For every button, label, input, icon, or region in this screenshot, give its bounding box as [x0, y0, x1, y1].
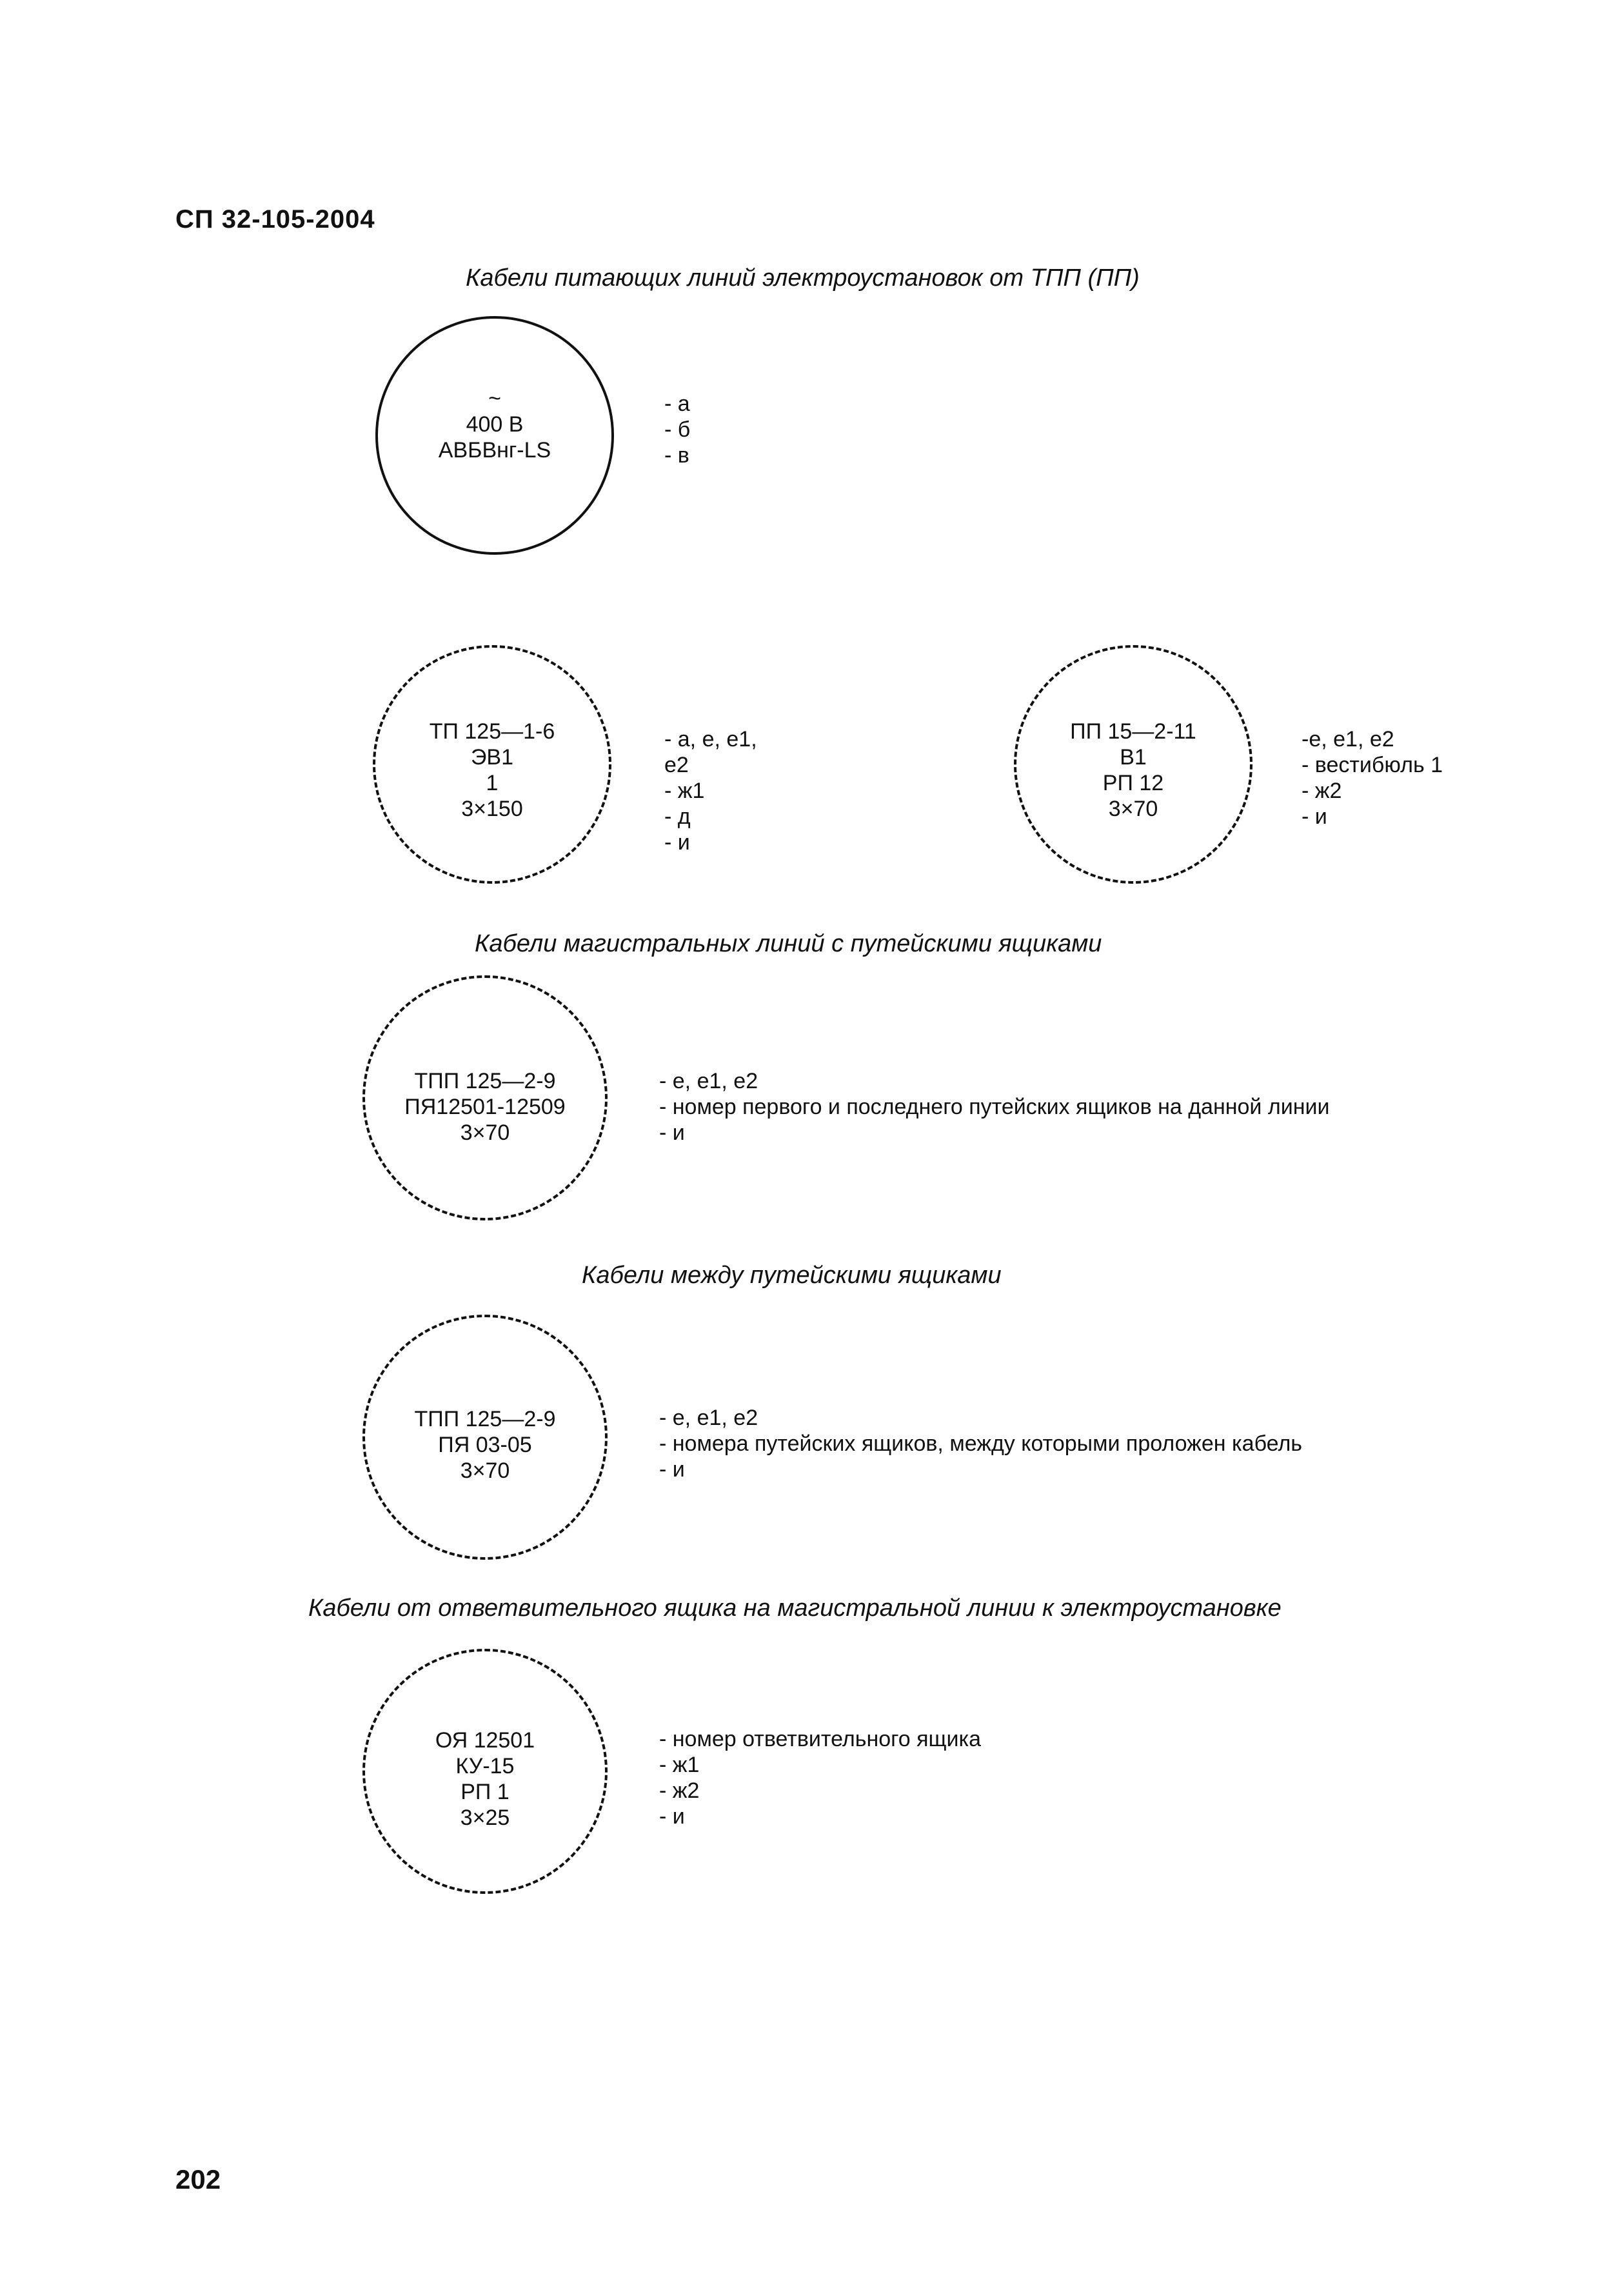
page-number: 202	[175, 2164, 221, 2194]
legend-line: е2	[664, 753, 689, 777]
cable-line: 400 В	[466, 412, 524, 437]
cable-circle-pp	[1014, 645, 1253, 884]
legend-line: - вестибюль 1	[1302, 753, 1443, 777]
legend-line: - и	[1302, 804, 1327, 829]
cable-line: ПП 15—2-11	[1070, 719, 1196, 744]
legend-line: -е, е1, е2	[1302, 727, 1394, 751]
legend-line: - б	[664, 417, 691, 442]
cable-line: 3×150	[461, 797, 523, 821]
legend-line: - номера путейских ящиков, между которыми проложен кабель	[659, 1431, 1302, 1456]
cable-legend-tpp-between	[659, 1405, 1302, 1482]
legend-line: - а, е, е1,	[664, 727, 757, 751]
legend-line: - е, е1, е2	[659, 1406, 758, 1430]
cable-line: ОЯ 12501	[435, 1728, 535, 1753]
cable-circle-tpp-trunk	[362, 975, 608, 1220]
legend-line: - и	[659, 1457, 685, 1482]
cable-line: ЭВ1	[470, 745, 514, 770]
cable-legend-tpp-trunk	[659, 1068, 1329, 1146]
cable-line: РП 1	[460, 1780, 510, 1804]
legend-line: - ж1	[664, 779, 705, 803]
cable-line: ПЯ 03-05	[438, 1433, 532, 1457]
section-title-trunk-lines: Кабели магистральных линий с путейскими ящиками	[475, 930, 1102, 957]
legend-line: - е, е1, е2	[659, 1069, 758, 1093]
legend-line: - ж2	[659, 1778, 700, 1803]
cable-line: ТП 125—1-6	[429, 719, 555, 744]
section-title-branch-box: Кабели от ответвительного ящика на магистральной линии к электроустановке	[308, 1595, 1282, 1622]
cable-line: РП 12	[1102, 771, 1164, 795]
cable-line: 1	[486, 771, 499, 795]
cable-line: ТПП 125—2-9	[414, 1407, 556, 1431]
cable-label-group	[375, 719, 609, 822]
section-title-feeder-lines: Кабели питающих линий электроустановок от ТПП (ПП)	[466, 264, 1140, 292]
cable-line: 3×70	[460, 1458, 510, 1483]
cable-circle-branch	[362, 1649, 608, 1894]
legend-line: - номер первого и последнего путейских ящиков на данной линии	[659, 1095, 1330, 1119]
cable-circle-400v	[375, 316, 614, 555]
cable-legend-400v	[664, 391, 690, 468]
cable-circle-tpp-between	[362, 1315, 608, 1560]
cable-line: 3×70	[1108, 797, 1158, 821]
cable-legend-branch	[659, 1726, 981, 1829]
legend-line: - в	[664, 443, 689, 468]
cable-line: ПЯ12501-12509	[404, 1095, 566, 1119]
cable-label-group	[365, 1406, 605, 1484]
legend-line: - ж1	[659, 1753, 700, 1777]
legend-line: - и	[664, 830, 690, 855]
legend-line: - и	[659, 1120, 685, 1145]
legend-line: - и	[659, 1804, 685, 1829]
legend-line: - ж2	[1302, 779, 1342, 803]
cable-line: ~	[488, 386, 501, 411]
cable-line: В1	[1120, 745, 1147, 770]
cable-line: КУ-15	[455, 1754, 515, 1778]
section-title-between-boxes: Кабели между путейскими ящиками	[582, 1262, 1002, 1289]
cable-line: ТПП 125—2-9	[414, 1069, 556, 1093]
legend-line: - а	[664, 392, 690, 416]
document-code: СП 32-105-2004	[175, 205, 375, 234]
cable-circle-tp	[373, 645, 611, 884]
legend-line: - д	[664, 804, 691, 829]
cable-label-group	[365, 1068, 605, 1146]
cable-label-group	[378, 386, 611, 463]
cable-line: АВБВнг-LS	[438, 438, 551, 463]
legend-line: - номер ответвительного ящика	[659, 1727, 982, 1751]
cable-label-group	[365, 1727, 605, 1831]
cable-legend-pp	[1302, 726, 1443, 830]
cable-label-group	[1016, 719, 1250, 822]
cable-line: 3×70	[460, 1120, 510, 1145]
cable-line: 3×25	[460, 1806, 510, 1830]
cable-legend-tp	[664, 726, 757, 855]
